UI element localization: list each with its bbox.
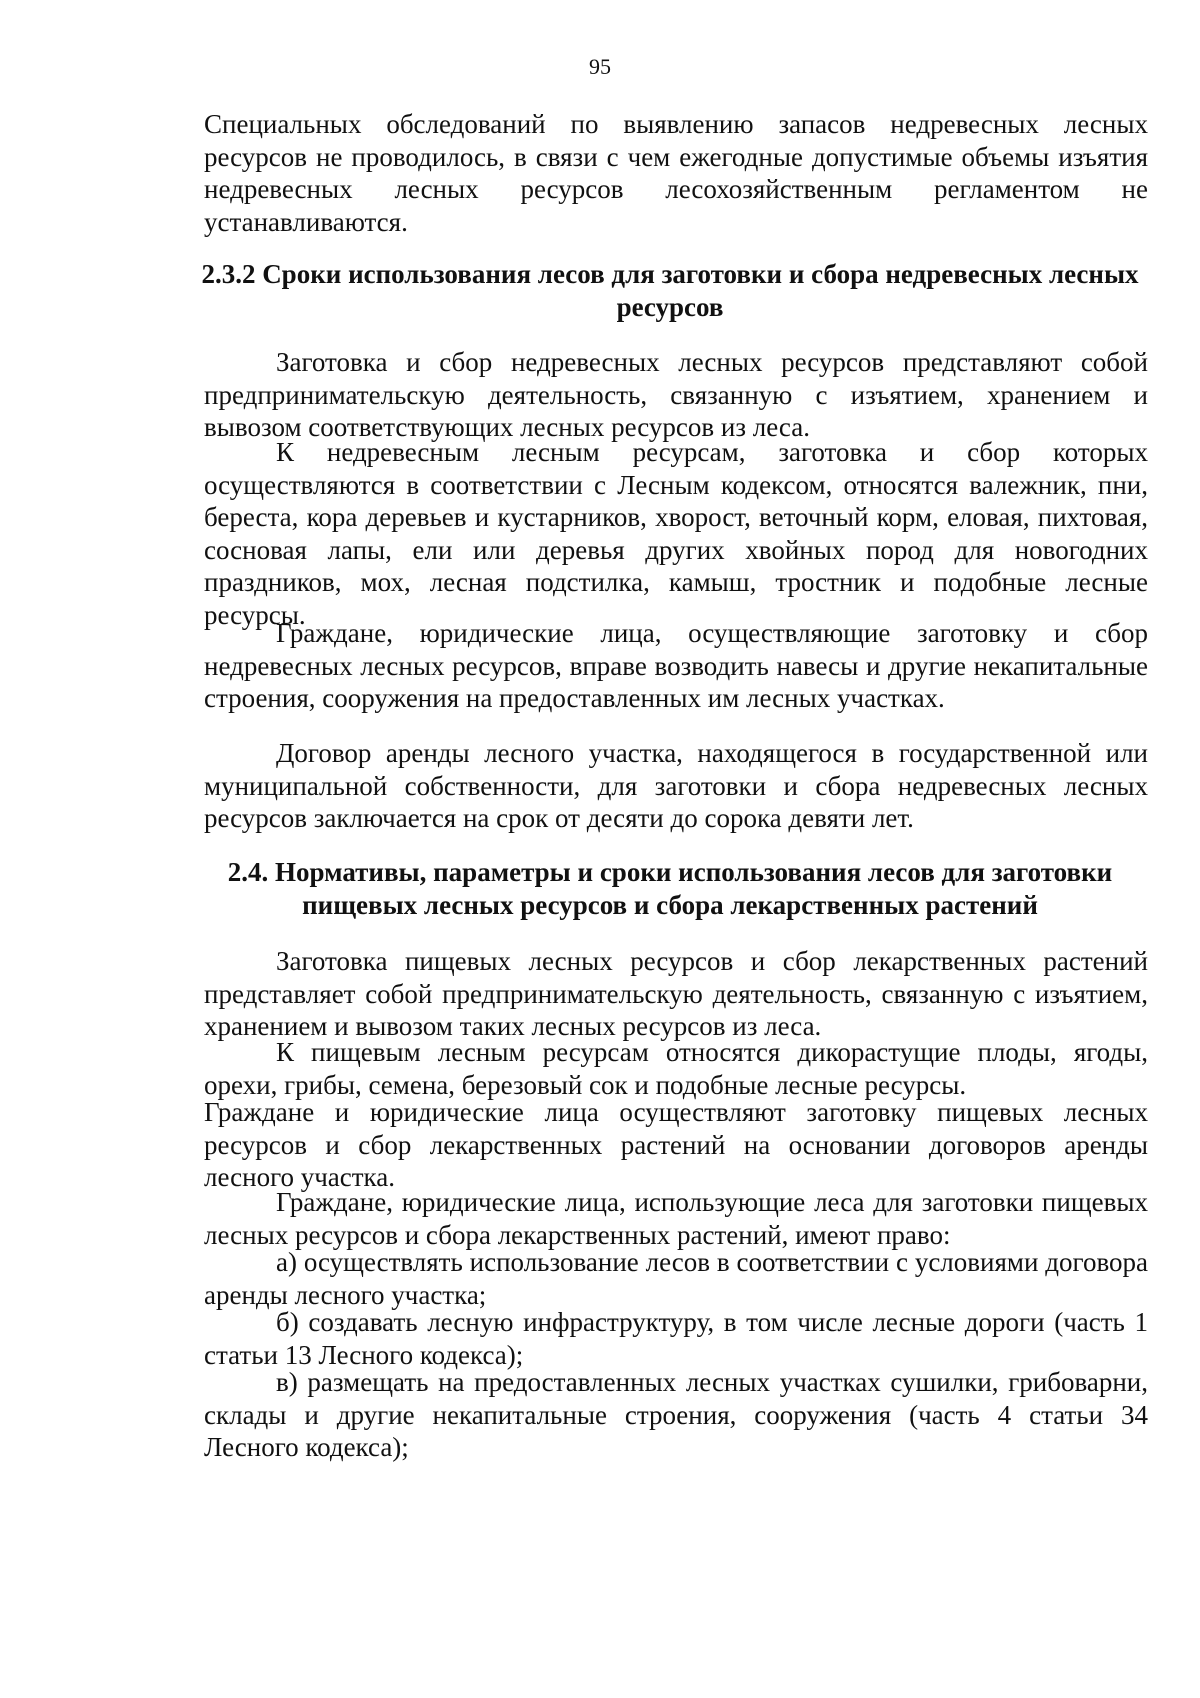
paragraph-no-surveys: Специальных обследований по выявлению запасов недревесных лесных ресурсов не проводилось, в связи с чем ежегодные допустимые объемы изъятия недревесных лесных ресурсов лесохозяйственным регламентом не устанавливаются. — [204, 109, 1148, 237]
paragraph-nonwood-resources-list: К недревесным лесным ресурсам, заготовка и сбор которых осуществляются в соответствии с Лесным кодексом, относятся валежник, пни, береста, кора деревьев и кустарников, хворост, веточный корм, еловая, пихтовая, сосновая лапы, ели или деревья других хвойных пород для новогодних праздников, мох, лесная подстилка, камыш, тростник и подобные лесные ресурсы. — [204, 437, 1148, 630]
heading-section-2-4: 2.4. Нормативы, параметры и сроки использования лесов для заготовки пищевых лесных ресурсов и сбора лекарственных растений — [227, 857, 1113, 920]
paragraph-food-resources-list: К пищевым лесным ресурсам относятся дикорастущие плоды, ягоды, орехи, грибы, семена, березовый сок и подобные лесные ресурсы. — [204, 1037, 1148, 1100]
paragraph-lease-term: Договор аренды лесного участка, находящегося в государственной или муниципальной собственности, для заготовки и сбора недревесных лесных ресурсов заключается на срок от десяти до сорока девяти лет. — [204, 738, 1148, 833]
list-item-a: а) осуществлять использование лесов в соответствии с условиями договора аренды лесного участка; — [204, 1247, 1148, 1310]
page-number: 95 — [589, 54, 611, 79]
list-item-b: б) создавать лесную инфраструктуру, в том числе лесные дороги (часть 1 статьи 13 Лесного кодекса); — [204, 1307, 1148, 1370]
paragraph-definition-food: Заготовка пищевых лесных ресурсов и сбор лекарственных растений представляет собой предпринимательскую деятельность, связанную с изъятием, хранением и вывозом таких лесных ресурсов из леса. — [204, 946, 1148, 1041]
list-item-v: в) размещать на предоставленных лесных участках сушилки, грибоварни, склады и другие некапитальные строения, сооружения (часть 4 статьи 34 Лесного кодекса); — [204, 1367, 1148, 1462]
heading-section-2-3-2: 2.3.2 Сроки использования лесов для заготовки и сбора недревесных лесных ресурсов — [201, 259, 1139, 322]
paragraph-citizens-rights-nonwood: Граждане, юридические лица, осуществляющие заготовку и сбор недревесных лесных ресурсов, вправе возводить навесы и другие некапитальные строения, сооружения на предоставленных им лесных участках. — [204, 618, 1148, 713]
paragraph-rights-intro: Граждане, юридические лица, использующие леса для заготовки пищевых лесных ресурсов и сбора лекарственных растений, имеют право: — [204, 1187, 1148, 1250]
paragraph-definition-nonwood: Заготовка и сбор недревесных лесных ресурсов представляют собой предпринимательскую деятельность, связанную с изъятием, хранением и вывозом соответствующих лесных ресурсов из леса. — [204, 347, 1148, 442]
paragraph-lease-basis: Граждане и юридические лица осуществляют заготовку пищевых лесных ресурсов и сбор лекарственных растений на основании договоров аренды лесного участка. — [204, 1097, 1148, 1192]
